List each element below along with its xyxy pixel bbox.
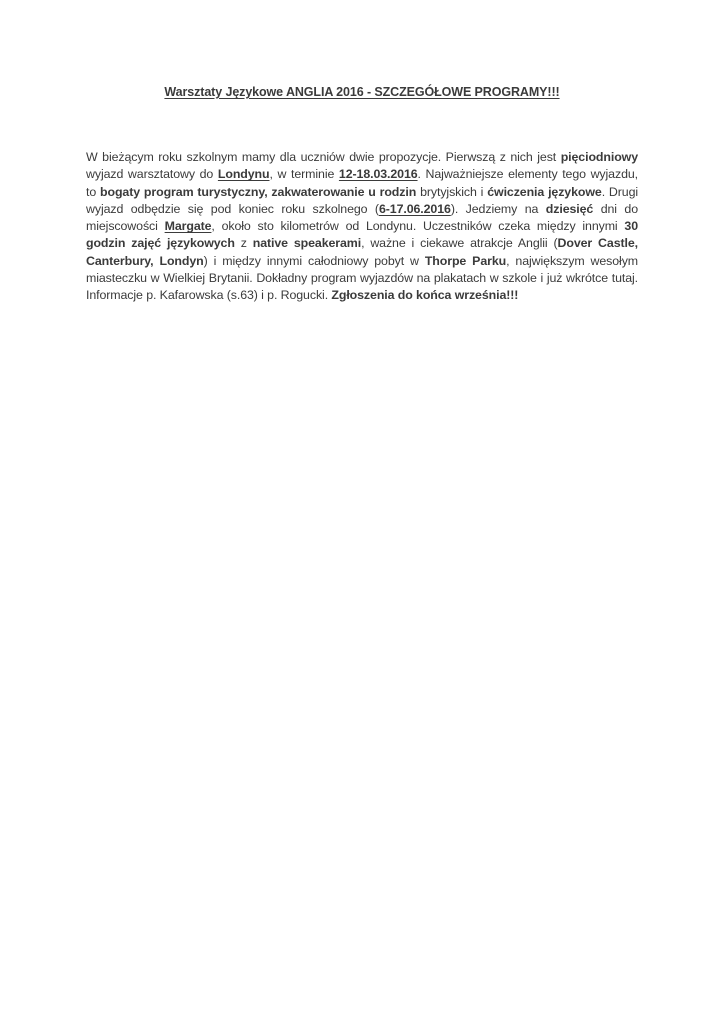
text-run: wyjazd warsztatowy do [86,150,642,182]
text-run: 12-18.03.2016 [338,167,418,182]
text-run: 30 godzin zajęć językowych [86,219,642,251]
text-run: 6-17.06.2016 [378,201,451,216]
text-run: W bieżącym roku szkolnym mamy dla uczniów dwie propozycje. Pierwszą z nich jest [86,150,561,164]
text-run: brytyjskich i [416,184,488,199]
text-run: ćwiczenia językowe [487,184,602,199]
text-run: , w terminie [269,167,339,182]
text-run: ). Jedziemy na [450,201,546,216]
text-run: Margate [164,219,212,234]
text-run: native speakerami [252,236,362,251]
text-run: dni do miejscowości [86,201,642,234]
document-paragraph [86,149,642,305]
text-run: , około sto kilometrów od Londynu. Uczestników czeka między innymi [211,219,625,234]
text-run: ) i między innymi całodniowy pobyt w [203,253,425,268]
text-run: . Najważniejsze elementy tego wyjazdu, to [86,167,642,199]
text-run: dziesięć [545,201,594,216]
text-run: pięciodniowy [560,150,638,164]
text-run: Londynu [217,167,270,182]
text-run: z [234,236,253,251]
text-run: Dover Castle, Canterbury, Londyn [86,236,642,268]
text-run: . Drugi wyjazd odbędzie się pod koniec roku szkolnego ( [86,184,642,216]
text-run: Thorpe Parku [424,253,507,268]
text-run: bogaty program turystyczny, zakwaterowanie u rodzin [100,184,417,199]
document-title: Warsztaty Językowe ANGLIA 2016 - SZCZEGÓŁOWE PROGRAMY!!! [164,85,560,99]
text-run: , największym wesołym miasteczku w Wielkiej Brytanii. Dokładny program wyjazdów na plakatach w szkole i już wkrótce tutaj. Informacje p. Kafarowska (s.63) i p. Rogucki. [86,253,642,303]
text-run: , ważne i ciekawe atrakcje Anglii ( [361,236,558,251]
text-run: Zgłoszenia do końca września!!! [331,288,519,303]
